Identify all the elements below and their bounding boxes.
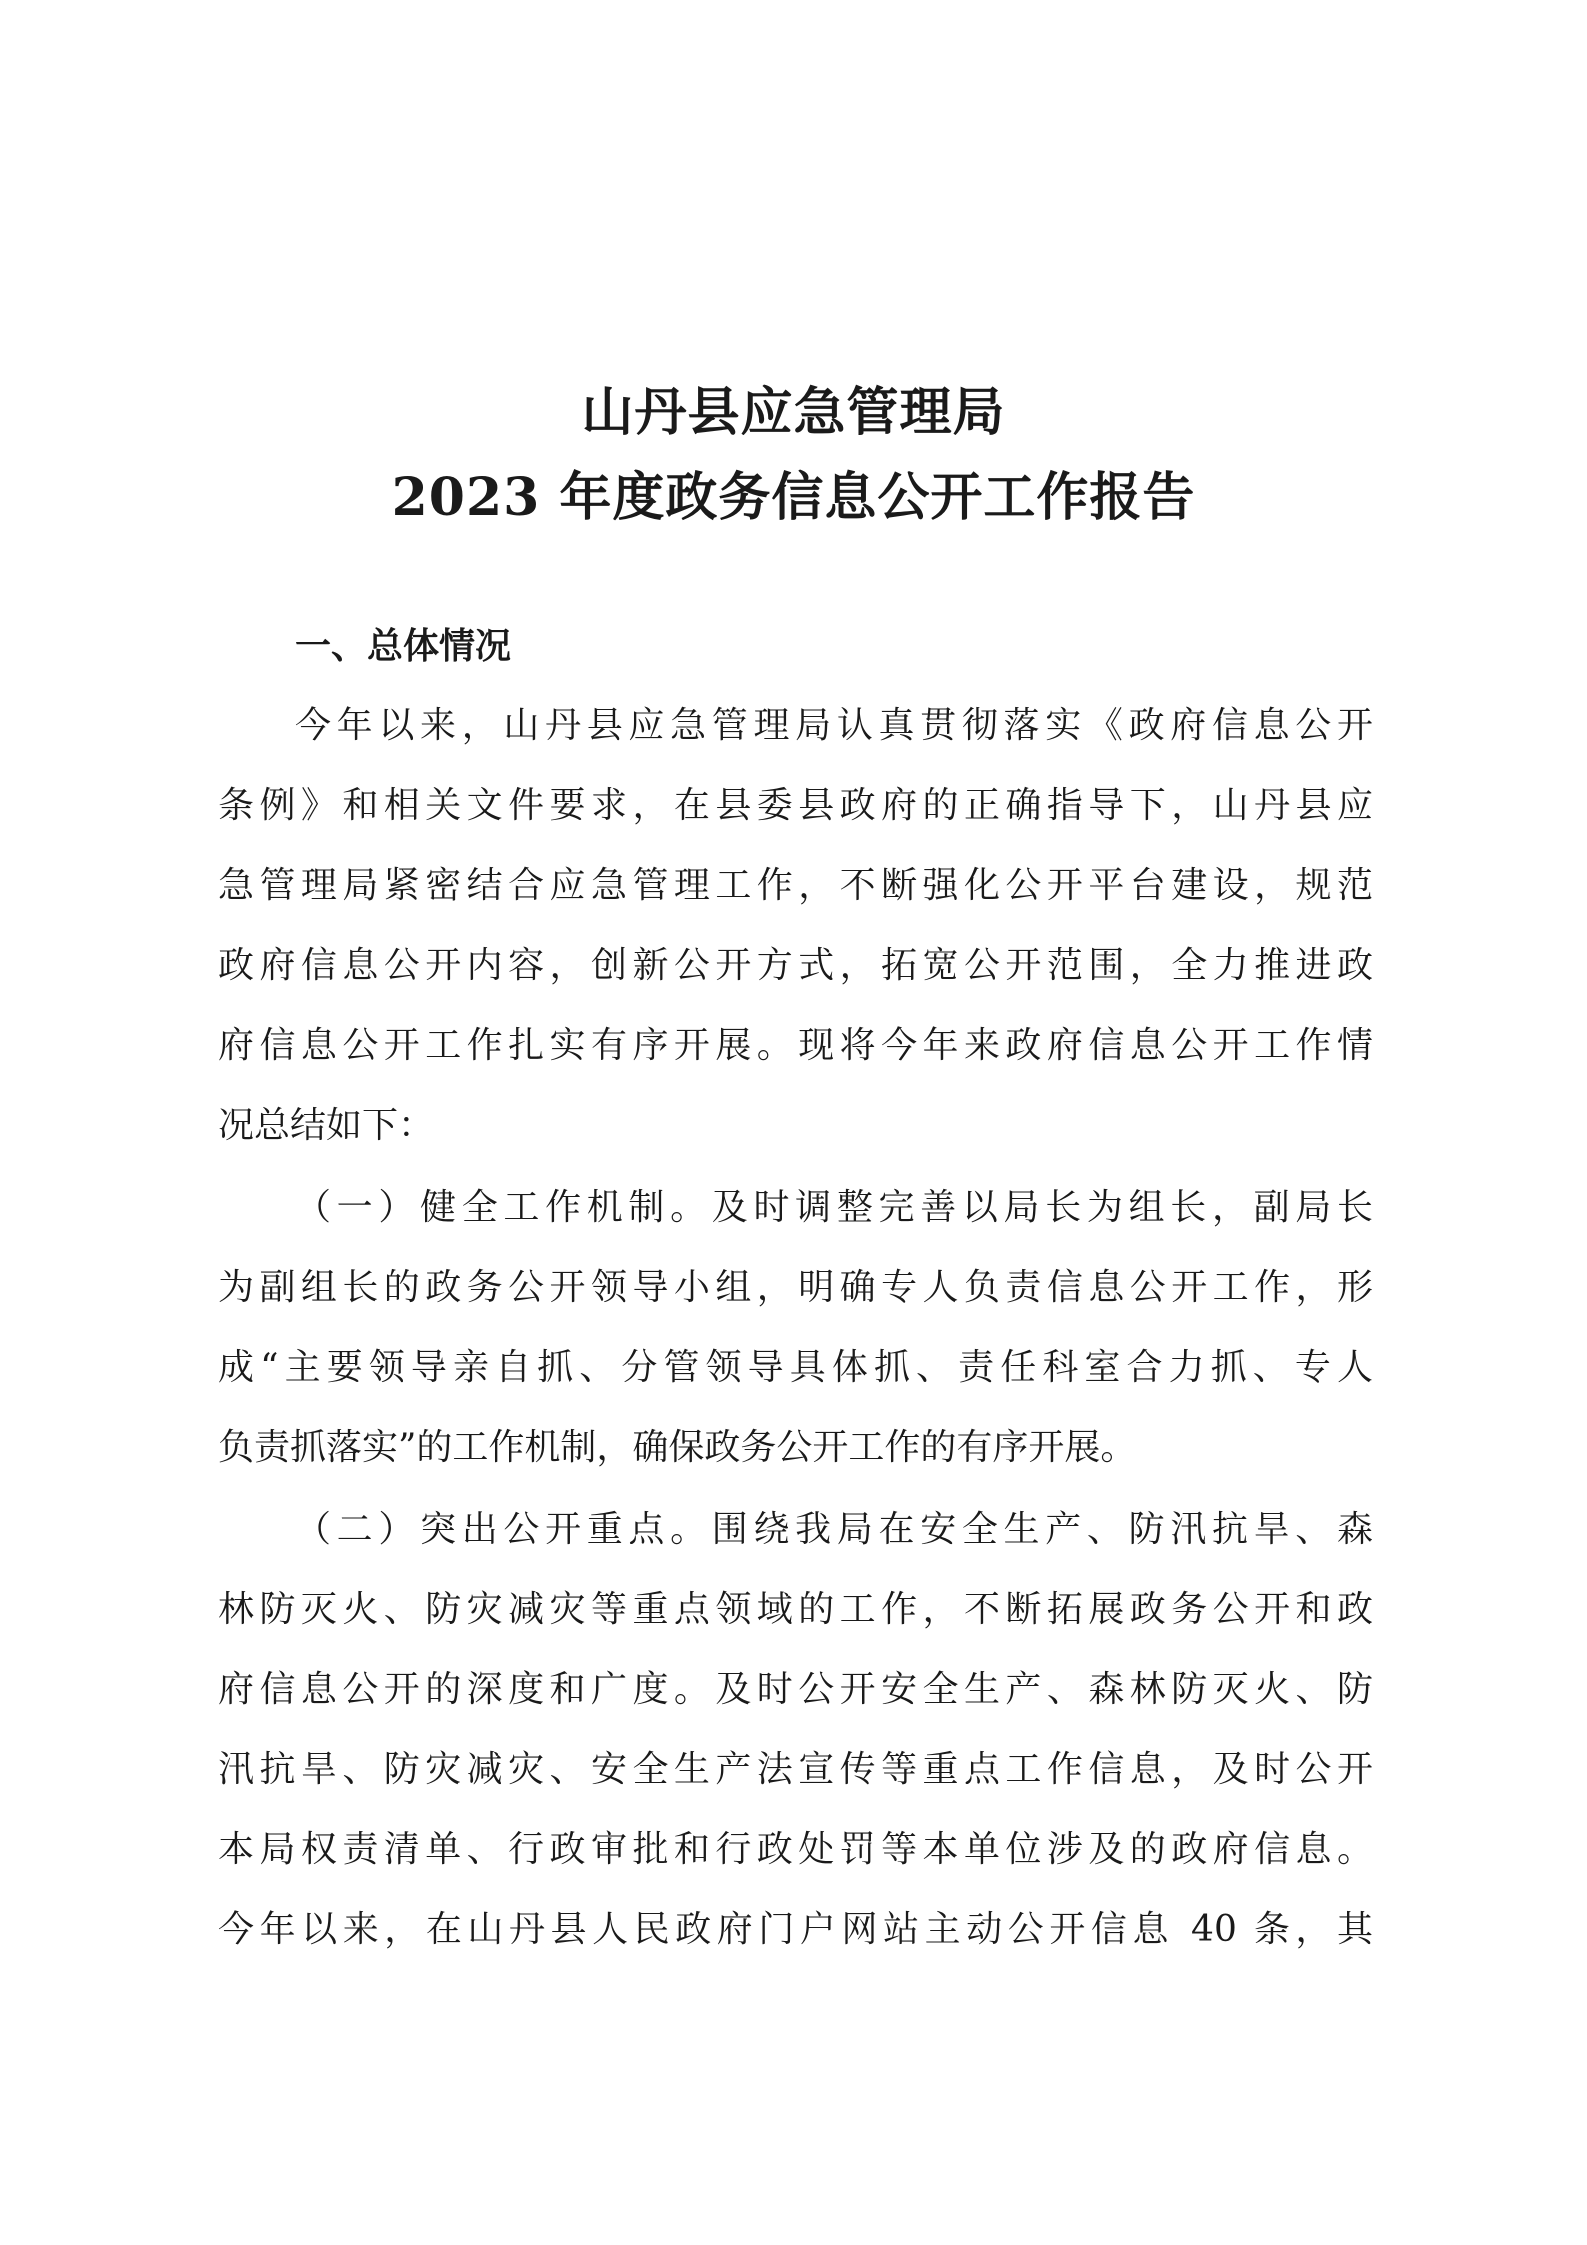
paragraph-line: 府信息公开的深度和广度。及时公开安全生产、森林防灭火、防 [218, 1669, 1373, 1710]
paragraph-text: 及时调整完善以局长为组长，副局长 [711, 1187, 1373, 1228]
subsection-first-line [295, 1509, 1373, 1550]
paragraph-line: 汛抗旱、防灾减灾、安全生产法宣传等重点工作信息，及时公开 [218, 1749, 1373, 1790]
paragraph-line: 为副组长的政务公开领导小组，明确专人负责信息公开工作，形 [218, 1267, 1373, 1308]
subsection-first-line [295, 1187, 1373, 1228]
paragraph-line: 林防灭火、防灾减灾等重点领域的工作，不断拓展政务公开和政 [218, 1589, 1373, 1630]
section-heading-overview: 一、总体情况 [295, 626, 512, 667]
paragraph-line: 条例》和相关文件要求，在县委县政府的正确指导下，山丹县应 [218, 785, 1373, 826]
paragraph-line: 今年以来，在山丹县人民政府门户网站主动公开信息 40 条，其 [218, 1909, 1373, 1950]
paragraph-line: 负责抓落实”的工作机制，确保政务公开工作的有序开展。 [218, 1427, 1137, 1468]
paragraph-line: 成“主要领导亲自抓、分管领导具体抓、责任科室合力抓、专人 [218, 1347, 1373, 1388]
paragraph-text: 围绕我局在安全生产、防汛抗旱、森 [711, 1509, 1373, 1550]
paragraph-line: 急管理局紧密结合应急管理工作，不断强化公开平台建设，规范 [218, 865, 1373, 906]
paragraph-line: 府信息公开工作扎实有序开展。现将今年来政府信息公开工作情 [218, 1025, 1373, 1066]
paragraph-line: 政府信息公开内容，创新公开方式，拓宽公开范围，全力推进政 [218, 945, 1373, 986]
paragraph-line: 况总结如下： [218, 1105, 435, 1146]
paragraph-line: 本局权责清单、行政审批和行政处罚等本单位涉及的政府信息。 [218, 1829, 1373, 1870]
paragraph-line: 今年以来，山丹县应急管理局认真贯彻落实《政府信息公开 [295, 705, 1373, 746]
subsection-heading-mechanism: （一）健全工作机制。 [295, 1187, 712, 1228]
subsection-heading-focus: （二）突出公开重点。 [295, 1509, 712, 1550]
report-title-line2: 2023 年度政务信息公开工作报告 [391, 467, 1196, 528]
report-title-line1: 山丹县应急管理局 [581, 382, 1006, 443]
